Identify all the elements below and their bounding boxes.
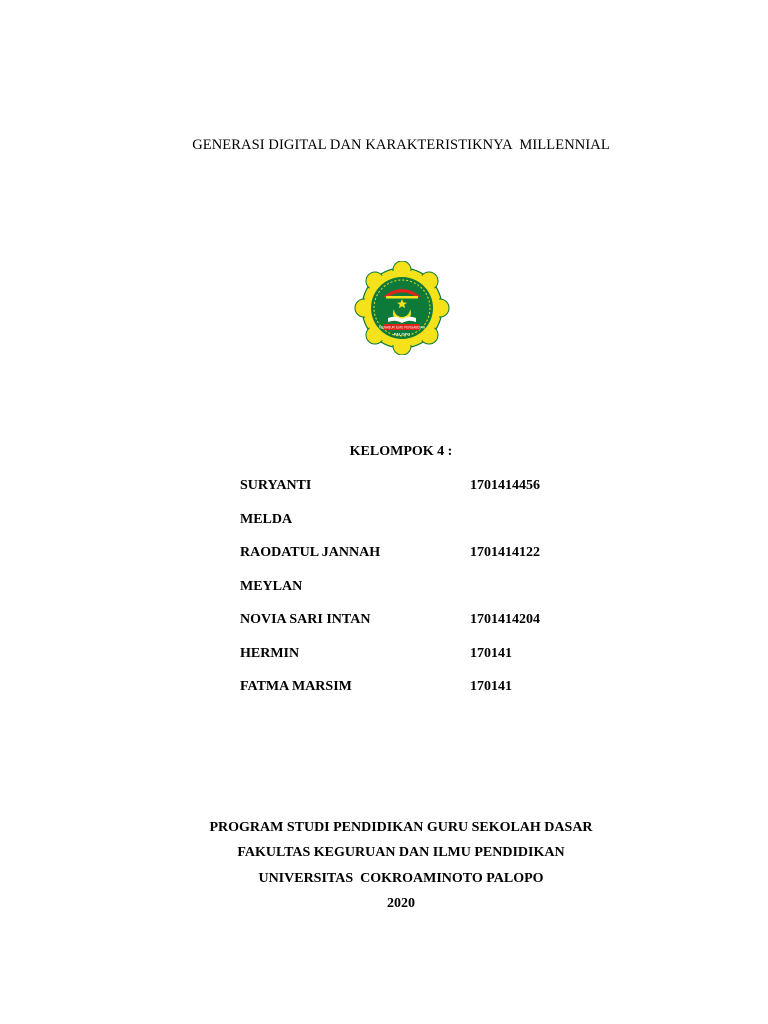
member-nim: 170141 [470,679,512,694]
member-list [240,478,600,713]
member-row [240,478,600,512]
crest-roof-bar [386,296,418,299]
member-name: HERMIN [240,645,300,661]
member-row [240,545,600,579]
study-program: PROGRAM STUDI PENDIDIKAN GURU SEKOLAH DASAR [209,820,593,835]
document-year: 2020 [387,895,415,911]
member-row [240,512,600,546]
member-name: SURYANTI [240,478,312,493]
member-row [240,612,600,646]
document-title: GENERASI DIGITAL DAN KARAKTERISTIKNYA MILLENNIAL [192,137,610,153]
member-name: MEYLAN [240,578,303,594]
university-name: UNIVERSITAS COKROAMINOTO PALOPO [258,870,544,886]
crest-ribbon-text: MENABUR ILMU PENGABDIAN [378,325,426,330]
group-heading: KELOMPOK 4 : [349,444,453,459]
member-name: MELDA [240,511,293,527]
member-row [240,579,600,613]
member-nim: 170141 [470,645,512,661]
member-row [240,679,600,713]
crest-caption: PALOPO [393,331,411,337]
university-crest-icon [350,261,454,355]
member-name: RAODATUL JANNAH [240,545,381,560]
institution-footer [0,820,768,921]
faculty-name: FAKULTAS KEGURUAN DAN ILMU PENDIDIKAN [237,845,565,861]
member-nim: 1701414204 [470,612,540,627]
member-name: FATMA MARSIM [240,679,352,694]
member-name: NOVIA SARI INTAN [240,612,371,627]
member-nim: 1701414456 [470,478,540,493]
member-nim: 1701414122 [470,545,540,560]
member-row [240,646,600,680]
crest-graphic [350,261,454,355]
